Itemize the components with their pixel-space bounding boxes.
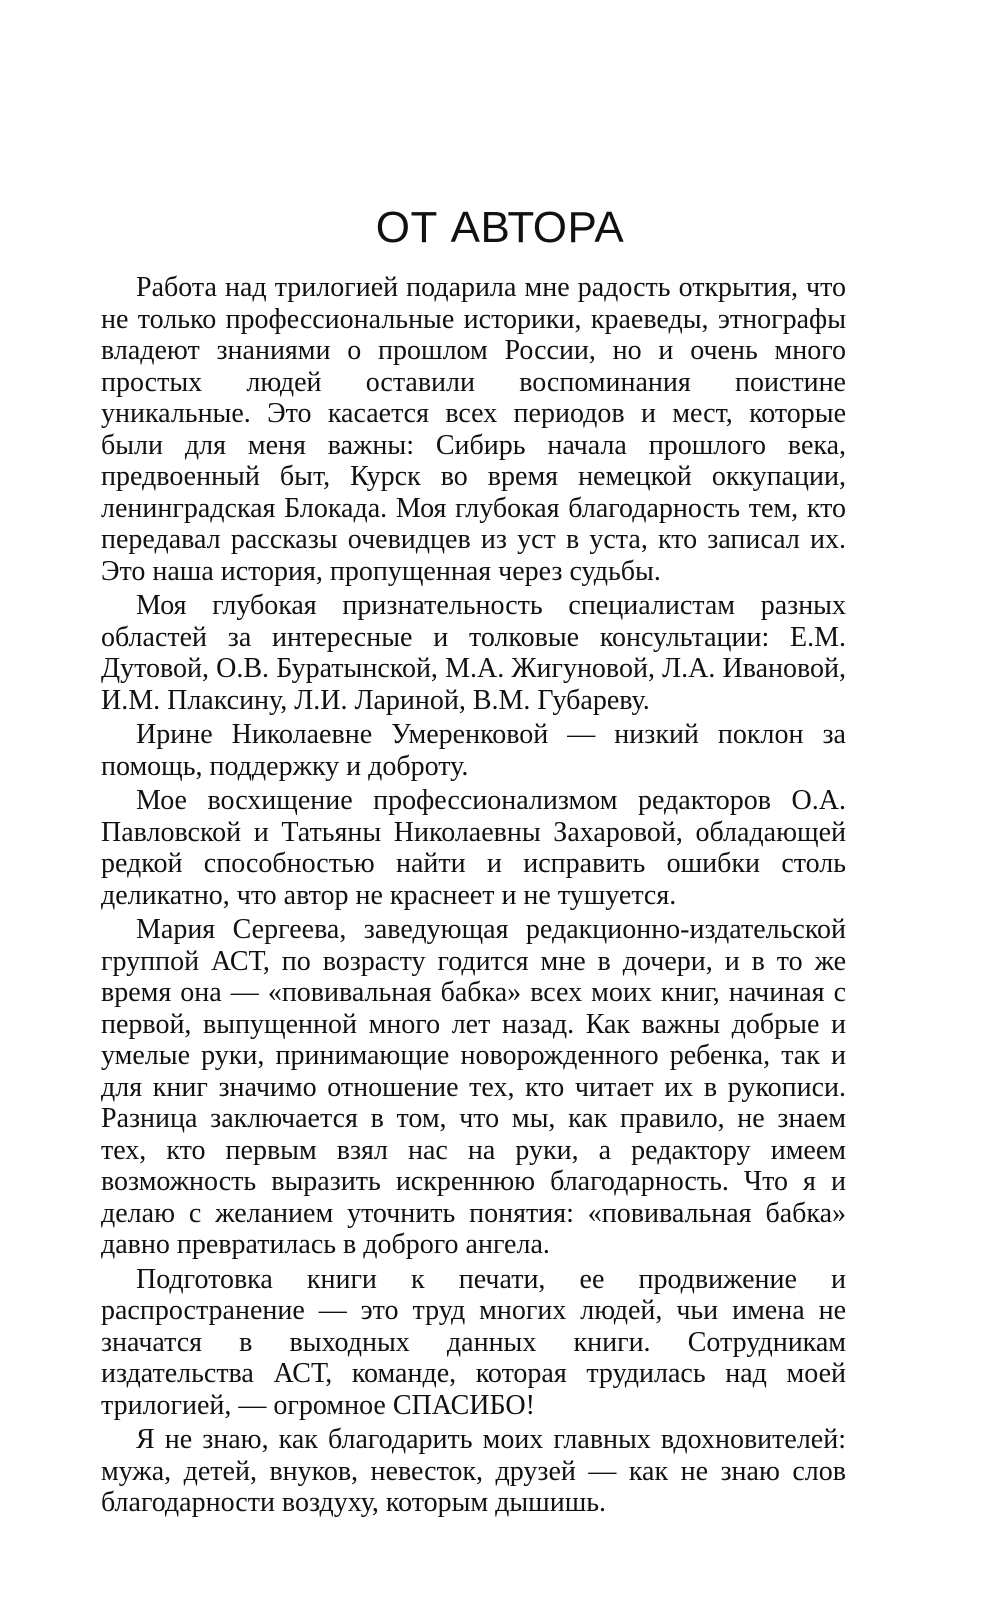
chapter-title: ОТ АВТОРА bbox=[375, 203, 625, 252]
body-text bbox=[101, 272, 846, 1522]
paragraph-intro: Работа над трилогией подарила мне радость открытия, что не только профессиональные историки, краеведы, этнографы владеют знаниями о прошлом России, но и очень много простых людей оставили воспоминания поистине уникальные. Это касается всех периодов и мест, которые были для меня важны: Сибирь начала прошлого века, предвоенный быт, Курск во время немецкой оккупации, ленинградская Блокада. Моя глубокая благодарность тем, кто передавал рассказы очевидцев из уст в уста, кто записал их. Это наша история, пропущенная через судьбы. bbox=[101, 272, 846, 587]
paragraph-editors: Мое восхищение профессионализмом редакторов О.А. Павловской и Татьяны Николаевны Захаровой, обладающей редкой способностью найти и исправить ошибки столь деликатно, что автор не краснеет и не тушуется. bbox=[101, 785, 846, 911]
paragraph-specialists: Моя глубокая признательность специалистам разных областей за интересные и толковые консультации: Е.М. Дутовой, О.В. Буратынской, М.А. Жигуновой, Л.А. Ивановой, И.М. Плаксину, Л.И. Лариной, В.М. Губареву. bbox=[101, 590, 846, 716]
paragraph-family: Я не знаю, как благодарить моих главных вдохновителей: мужа, детей, внуков, невесток, друзей — как не знаю слов благодарности воздуху, которым дышишь. bbox=[101, 1424, 846, 1518]
paragraph-sergeeva: Мария Сергеева, заведующая редакционно-издательской группой АСТ, по возрасту годится мне в дочери, и в то же время она — «повивальная бабка» всех моих книг, начиная с первой, выпущенной много лет назад. Как важны добрые и умелые руки, принимающие новорожденного ребенка, так и для книг значимо отношение тех, кто читает их в рукописи. Разница заключается в том, что мы, как правило, не знаем тех, кто первым взял нас на руки, а редактору имеем возможность выразить искреннюю благодарность. Что я и делаю с желанием уточнить понятия: «повивальная бабка» давно превратилась в доброго ангела. bbox=[101, 914, 846, 1260]
paragraph-publisher: Подготовка книги к печати, ее продвижение и распространение — это труд многих людей, чьи имена не значатся в выходных данных книги. Сотрудникам издательства АСТ, команде, которая трудилась над моей трилогией, — огромное СПАСИБО! bbox=[101, 1263, 846, 1421]
paragraph-umerenkova: Ирине Николаевне Умеренковой — низкий поклон за помощь, поддержку и доброту. bbox=[101, 719, 846, 782]
